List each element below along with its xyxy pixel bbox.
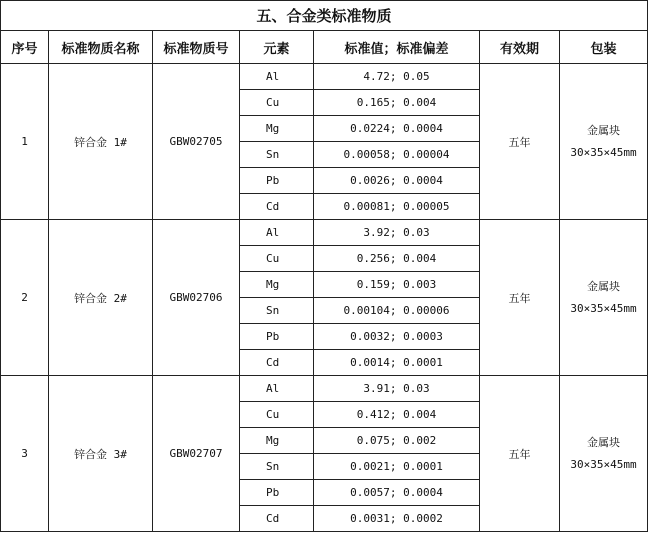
material-package: 金属块 30×35×45mm <box>560 220 648 376</box>
value-cell: 3.91; 0.03 <box>314 376 480 402</box>
value-cell: 0.0057; 0.0004 <box>314 480 480 506</box>
value-cell: 0.412; 0.004 <box>314 402 480 428</box>
element-cell: Sn <box>240 142 314 168</box>
header-element: 元素 <box>240 31 314 64</box>
material-code: GBW02706 <box>153 220 240 376</box>
material-validity: 五年 <box>480 376 560 532</box>
header-name: 标准物质名称 <box>49 31 153 64</box>
material-seq: 1 <box>1 64 49 220</box>
header-package: 包装 <box>560 31 648 64</box>
element-cell: Al <box>240 64 314 90</box>
header-seq: 序号 <box>1 31 49 64</box>
value-cell: 0.0021; 0.0001 <box>314 454 480 480</box>
material-name: 锌合金 3# <box>49 376 153 532</box>
element-cell: Mg <box>240 116 314 142</box>
element-cell: Sn <box>240 298 314 324</box>
value-cell: 0.075; 0.002 <box>314 428 480 454</box>
material-validity: 五年 <box>480 220 560 376</box>
value-cell: 0.00081; 0.00005 <box>314 194 480 220</box>
element-cell: Mg <box>240 428 314 454</box>
header-value: 标准值；标准偏差 <box>314 31 480 64</box>
table-row <box>1 376 648 402</box>
material-package: 金属块 30×35×45mm <box>560 64 648 220</box>
value-cell: 0.165; 0.004 <box>314 90 480 116</box>
material-code: GBW02707 <box>153 376 240 532</box>
element-cell: Pb <box>240 480 314 506</box>
element-cell: Sn <box>240 454 314 480</box>
value-cell: 0.159; 0.003 <box>314 272 480 298</box>
material-package: 金属块 30×35×45mm <box>560 376 648 532</box>
value-cell: 0.00104; 0.00006 <box>314 298 480 324</box>
element-cell: Cu <box>240 402 314 428</box>
element-cell: Cd <box>240 194 314 220</box>
value-cell: 3.92; 0.03 <box>314 220 480 246</box>
value-cell: 0.256; 0.004 <box>314 246 480 272</box>
element-cell: Pb <box>240 168 314 194</box>
material-validity: 五年 <box>480 64 560 220</box>
value-cell: 0.0032; 0.0003 <box>314 324 480 350</box>
element-cell: Cd <box>240 506 314 532</box>
header-code: 标准物质号 <box>153 31 240 64</box>
table-row <box>1 220 648 246</box>
material-name: 锌合金 2# <box>49 220 153 376</box>
material-code: GBW02705 <box>153 64 240 220</box>
value-cell: 0.00058; 0.00004 <box>314 142 480 168</box>
element-cell: Cu <box>240 246 314 272</box>
element-cell: Cd <box>240 350 314 376</box>
value-cell: 0.0224; 0.0004 <box>314 116 480 142</box>
value-cell: 0.0026; 0.0004 <box>314 168 480 194</box>
table-row <box>1 64 648 90</box>
material-seq: 3 <box>1 376 49 532</box>
value-cell: 0.0014; 0.0001 <box>314 350 480 376</box>
value-cell: 4.72; 0.05 <box>314 64 480 90</box>
material-name: 锌合金 1# <box>49 64 153 220</box>
element-cell: Al <box>240 220 314 246</box>
element-cell: Mg <box>240 272 314 298</box>
material-seq: 2 <box>1 220 49 376</box>
table-title: 五、合金类标准物质 <box>1 1 648 31</box>
element-cell: Cu <box>240 90 314 116</box>
element-cell: Pb <box>240 324 314 350</box>
header-validity: 有效期 <box>480 31 560 64</box>
value-cell: 0.0031; 0.0002 <box>314 506 480 532</box>
element-cell: Al <box>240 376 314 402</box>
